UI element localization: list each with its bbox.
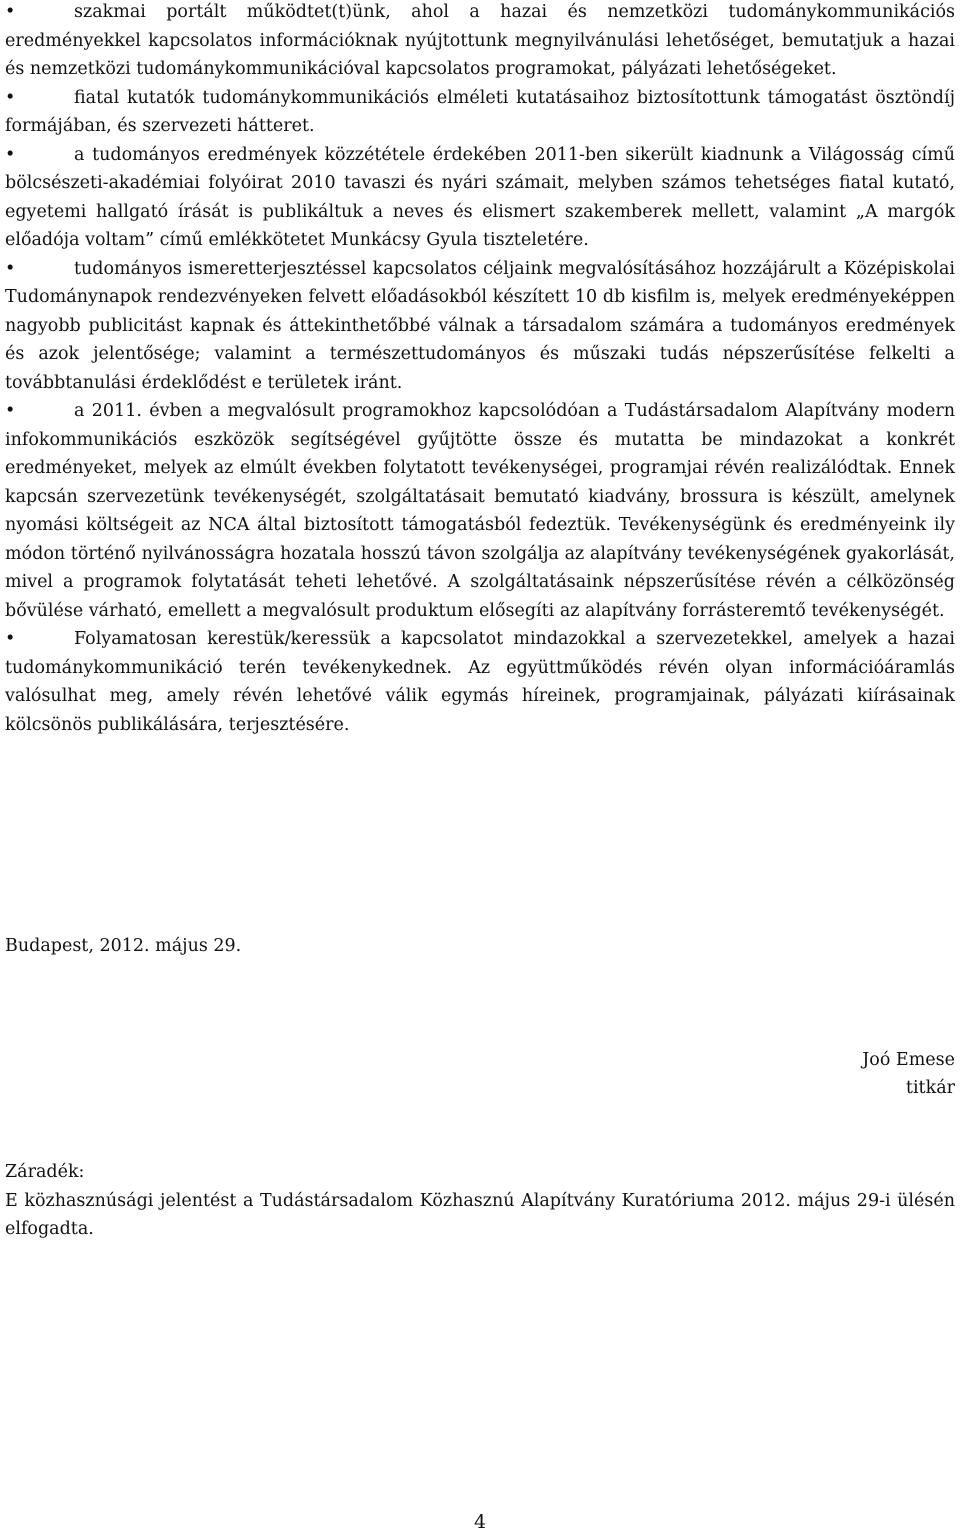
bullet-text: a 2011. évben a megvalósult programokhoz kapcsolódóan a Tudástársadalom Alapítvány modern infokommunikációs eszközök segítségével gyűjtötte össze és mutatta be mindazokat a konkrét eredményeket, melyek az elmúlt években folytatott tevékenységei, programjai révén realizálódtak. Ennek kapcsán szervezetünk tevékenységét, szolgáltatásait bemutató kiadvány, brossura is készült, amelynek nyomási költségeit az NCA által biztosított támogatásból fedeztük. Tevékenységünk és eredményeink ily módon történő nyilvánosságra hozatala hosszú távon szolgálja az alapítvány tevékenységének gyakorlását, mivel a programok folytatását teheti lehetővé. A szolgáltatásaink népszerűsítése révén a célközönség bővülése várható, emellett a megvalósult produktum elősegíti az alapítvány forrásteremtő tevékenységét.: [5, 401, 955, 621]
bullet-text: a tudományos eredmények közzététele érdekében 2011-ben sikerült kiadnunk a Világosság című bölcsészeti-akadémiai folyóirat 2010 tavaszi és nyári számait, melyben számos tehetséges fiatal kutató, egyetemi hallgató írását is publikáltuk a neves és elismert szakemberek mellett, valamint „A margók előadója voltam” című emlékkötetet Munkácsy Gyula tiszteletére.: [5, 144, 955, 250]
clause-text: E közhasznúsági jelentést a Tudástársadalom Közhasznú Alapítvány Kuratóriuma 2012. május 29-i ülésén elfogadta.: [5, 1190, 955, 1239]
bullet-text: fiatal kutatók tudománykommunikációs elméleti kutatásaihoz biztosítottunk támogatást ösztöndíj formájában, és szervezeti hátteret.: [5, 87, 955, 136]
bullet-text: szakmai portált működtet(t)ünk, ahol a hazai és nemzetközi tudománykommunikációs eredményekkel kapcsolatos információknak nyújtottunk megnyilvánulási lehetőséget, bemutatjuk a hazai és nemzetközi tudománykommunikációval kapcsolatos programokat, pályázati lehetőségeket.: [5, 2, 955, 79]
signatory-role: titkár: [905, 1078, 955, 1098]
bullet-item: [5, 141, 955, 255]
bullet-icon: •: [5, 87, 16, 108]
bullet-icon: •: [5, 258, 16, 279]
clause-block: [5, 1158, 955, 1244]
bullet-icon: •: [5, 2, 16, 22]
bullet-icon: •: [5, 144, 16, 165]
bullet-icon: •: [5, 629, 16, 649]
clause-heading: Záradék:: [5, 1162, 85, 1182]
bullet-text: Folyamatosan kerestük/keressük a kapcsolatot mindazokkal a szervezetekkel, amelyek a hazai tudománykommunikáció terén tevékenykednek. Az együttműködés révén olyan információáramlás valósulhat meg, amely révén lehetővé válik egymás híreinek, programjainak, pályázati kiírásainak kölcsönös publikálására, terjesztésére.: [5, 629, 955, 735]
page-number: 4: [473, 1511, 487, 1533]
bullet-item: [5, 84, 955, 141]
document-page: [5, 0, 955, 739]
bullet-icon: •: [5, 401, 16, 421]
bullet-text: tudományos ismeretterjesztéssel kapcsolatos céljaink megvalósításához hozzájárult a Középiskolai Tudománynapok rendezvényeken felvett előadásokból készített 10 db kisfilm is, melyek eredményeképpen nagyobb publicitást kapnak és áttekinthetőbbé válnak a társadalom számára a tudományos eredmények és azok jelentősége; valamint a természettudományos és műszaki tudás népszerűsítése felkelti a továbbtanulási érdeklődést e területek iránt.: [5, 258, 955, 393]
bullet-item: [5, 255, 955, 398]
bullet-list: [5, 0, 955, 739]
signatory-name: Joó Emese: [862, 1050, 955, 1070]
signature-block: [862, 1046, 955, 1102]
bullet-item: [5, 0, 955, 84]
bullet-item: [5, 625, 955, 739]
bullet-item: [5, 397, 955, 625]
place-date: Budapest, 2012. május 29.: [5, 936, 242, 956]
